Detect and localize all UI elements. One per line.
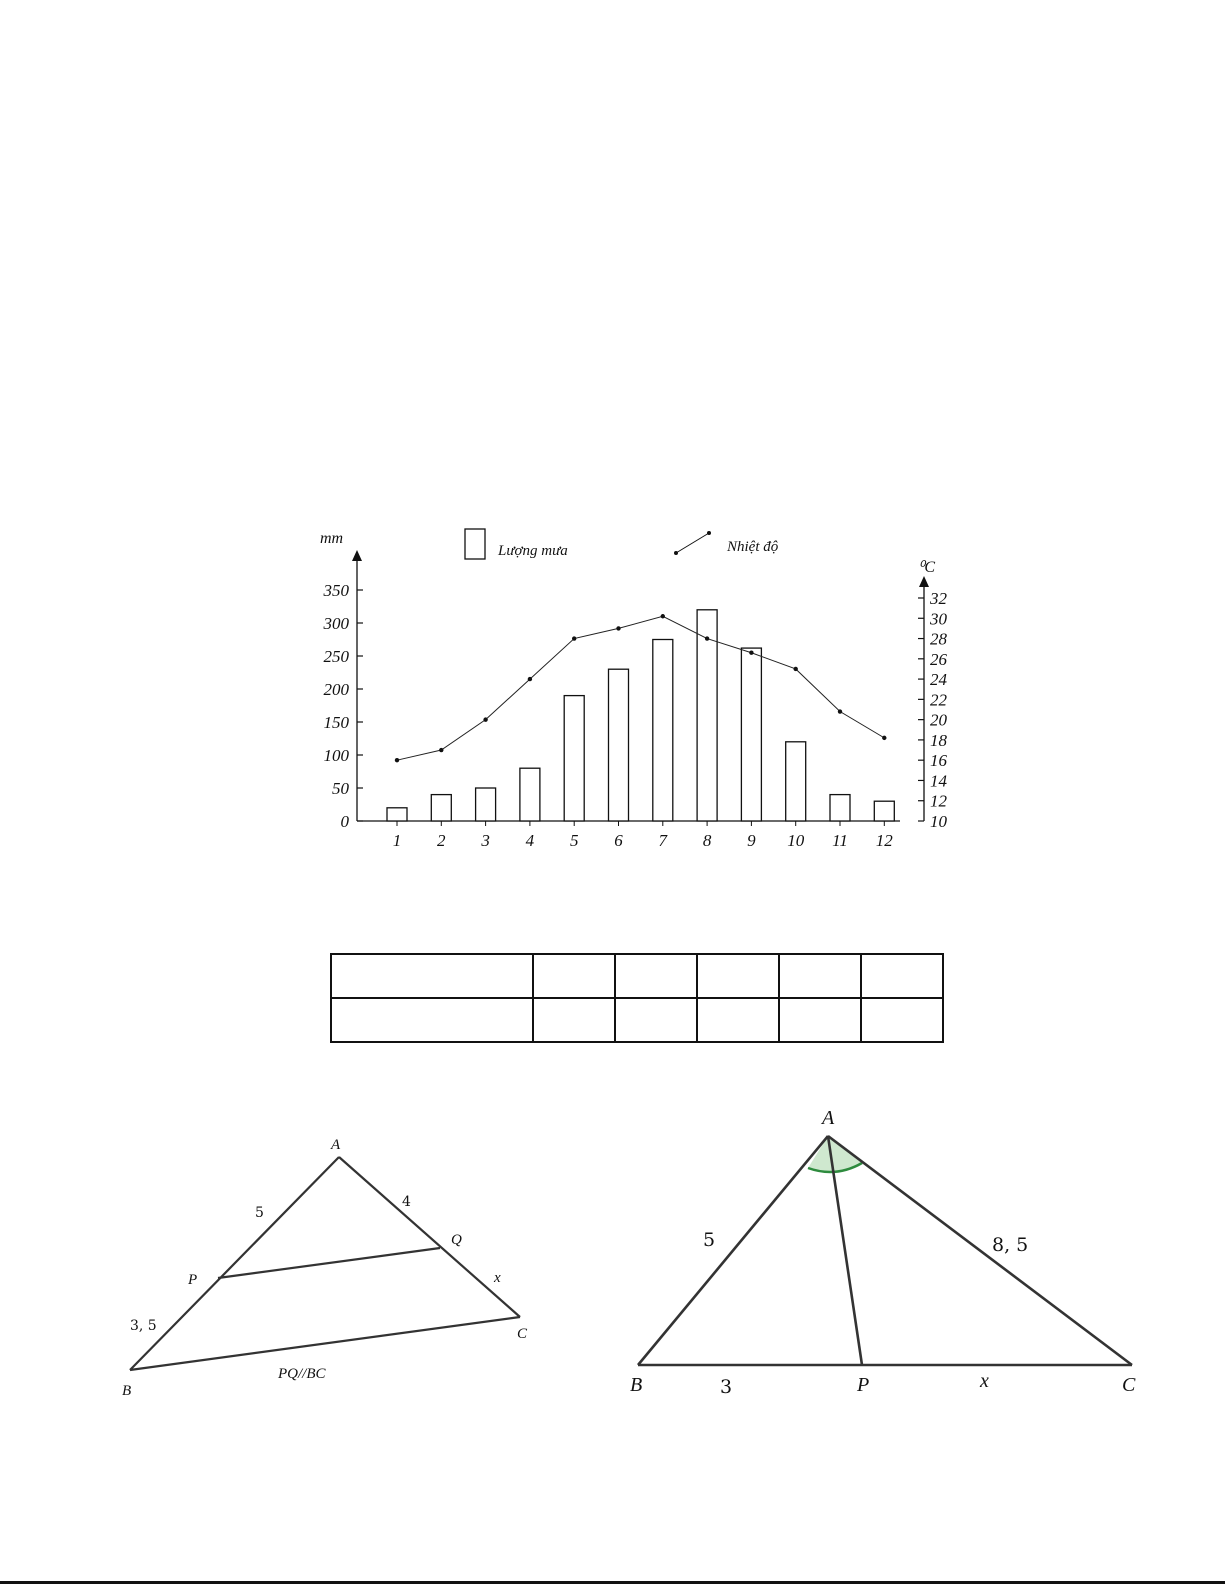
temperature-point bbox=[528, 677, 532, 681]
month-label: 4 bbox=[525, 831, 535, 850]
legend-temp-swatch bbox=[676, 533, 709, 553]
temperature-point bbox=[838, 709, 842, 713]
temperature-point bbox=[395, 758, 399, 762]
vertex-a-label: A bbox=[822, 1107, 835, 1129]
month-label: 2 bbox=[437, 831, 446, 850]
side-bc bbox=[130, 1317, 520, 1370]
rain-bar bbox=[786, 742, 806, 821]
temperature-point bbox=[661, 614, 665, 618]
left-tick-label: 100 bbox=[323, 746, 349, 765]
table-cell bbox=[615, 954, 697, 998]
vertex-p-label: P bbox=[857, 1374, 870, 1396]
page-bottom-rule bbox=[0, 1581, 1225, 1584]
vertex-a-label: A bbox=[331, 1137, 341, 1153]
right-tick-label: 32 bbox=[930, 589, 947, 608]
legend-temp-dot-1 bbox=[674, 551, 678, 555]
triangle-pq-parallel-bc bbox=[110, 1125, 570, 1410]
rain-bar bbox=[520, 768, 540, 821]
month-label: 9 bbox=[747, 831, 756, 850]
rain-bar bbox=[874, 801, 894, 821]
segment-pq bbox=[218, 1248, 440, 1278]
temperature-point bbox=[794, 667, 798, 671]
rain-bar bbox=[697, 610, 717, 821]
month-label: 3 bbox=[481, 831, 490, 850]
side-qc-length: x bbox=[494, 1270, 501, 1286]
month-label: 11 bbox=[832, 831, 848, 850]
right-tick-label: 18 bbox=[930, 730, 947, 750]
temperature-polyline bbox=[397, 616, 884, 760]
segment-pc-length: x bbox=[980, 1370, 989, 1392]
right-tick-label: 30 bbox=[930, 609, 947, 629]
legend-rain-swatch bbox=[465, 529, 485, 559]
vertex-b-label: B bbox=[630, 1374, 643, 1396]
right-tick-label: 26 bbox=[930, 649, 947, 669]
temperature-line bbox=[395, 614, 887, 762]
side-ac-length: 8, 5 bbox=[992, 1234, 1029, 1256]
vertex-c-label: C bbox=[517, 1326, 528, 1342]
table-row bbox=[331, 954, 943, 998]
table-row bbox=[331, 998, 943, 1042]
vertex-c-label: C bbox=[1122, 1374, 1136, 1396]
blank-table bbox=[330, 953, 944, 1043]
month-label: 10 bbox=[787, 831, 805, 850]
side-pb-length: 3, 5 bbox=[130, 1318, 157, 1334]
rain-bars bbox=[387, 610, 894, 821]
climate-chart bbox=[300, 515, 960, 850]
temperature-point bbox=[483, 717, 487, 721]
left-axis-arrow bbox=[352, 550, 362, 561]
table-cell bbox=[697, 954, 779, 998]
side-ac bbox=[339, 1157, 520, 1317]
legend-temp-dot-2 bbox=[707, 531, 711, 535]
temperature-point bbox=[572, 636, 576, 640]
vertex-p-label: P bbox=[188, 1272, 198, 1288]
right-tick-label: 12 bbox=[930, 791, 947, 811]
left-tick-label: 350 bbox=[323, 581, 349, 600]
segment-bp-length: 3 bbox=[720, 1376, 733, 1398]
rain-bar bbox=[476, 788, 496, 821]
right-axis-arrow bbox=[919, 576, 929, 587]
rain-bar bbox=[830, 795, 850, 821]
table-cell bbox=[331, 954, 533, 998]
right-tick-label: 16 bbox=[930, 751, 947, 771]
temperature-point bbox=[882, 736, 886, 740]
side-ab bbox=[130, 1157, 339, 1370]
rain-bar bbox=[431, 795, 451, 821]
left-axis-unit: mm bbox=[320, 530, 344, 547]
rain-bar bbox=[609, 669, 629, 821]
table-cell bbox=[533, 954, 615, 998]
side-ac bbox=[828, 1136, 1132, 1365]
temperature-point bbox=[749, 651, 753, 655]
right-tick-label: 22 bbox=[930, 690, 947, 710]
table-cell bbox=[779, 998, 861, 1042]
side-ap-length: 5 bbox=[255, 1205, 264, 1221]
left-tick-label: 0 bbox=[340, 812, 349, 831]
rain-bar bbox=[741, 648, 761, 821]
table-cell bbox=[779, 954, 861, 998]
left-tick-label: 150 bbox=[323, 713, 349, 732]
left-tick-label: 200 bbox=[323, 680, 349, 699]
month-label: 12 bbox=[875, 831, 893, 850]
table-cell bbox=[861, 954, 943, 998]
legend-rain-label: Lượng mưa bbox=[498, 543, 568, 559]
table-cell bbox=[331, 998, 533, 1042]
right-tick-label: 28 bbox=[930, 629, 947, 649]
rain-bar bbox=[387, 808, 407, 821]
right-axis-ticks bbox=[918, 589, 948, 831]
temperature-point bbox=[439, 748, 443, 752]
right-axis-unit: ⁰C bbox=[918, 559, 936, 576]
right-tick-label: 14 bbox=[930, 771, 947, 791]
legend bbox=[465, 529, 779, 559]
side-ab bbox=[638, 1136, 828, 1365]
right-tick-label: 20 bbox=[930, 710, 947, 730]
table-cell bbox=[533, 998, 615, 1042]
table-cell bbox=[615, 998, 697, 1042]
triangle-angle-bisector bbox=[610, 1100, 1185, 1405]
vertex-q-label: Q bbox=[451, 1232, 462, 1248]
rain-bar bbox=[564, 696, 584, 821]
month-label: 8 bbox=[702, 831, 712, 850]
parallel-note: PQ//BC bbox=[278, 1366, 326, 1382]
month-label: 7 bbox=[658, 831, 668, 850]
left-tick-label: 50 bbox=[332, 779, 349, 798]
temperature-point bbox=[705, 636, 709, 640]
right-tick-label: 24 bbox=[930, 670, 947, 690]
table-cell bbox=[697, 998, 779, 1042]
month-label: 6 bbox=[614, 831, 623, 850]
month-labels bbox=[393, 821, 894, 850]
legend-temp-label: Nhiệt độ bbox=[727, 539, 779, 555]
right-tick-label: 10 bbox=[930, 812, 947, 831]
side-ab-length: 5 bbox=[703, 1229, 716, 1251]
month-label: 1 bbox=[392, 831, 402, 850]
table-cell bbox=[861, 998, 943, 1042]
left-tick-label: 250 bbox=[323, 647, 349, 666]
rain-bar bbox=[653, 640, 673, 822]
left-tick-label: 300 bbox=[323, 614, 349, 633]
temperature-point bbox=[616, 626, 620, 630]
side-aq-length: 4 bbox=[402, 1194, 411, 1210]
vertex-b-label: B bbox=[122, 1383, 132, 1399]
month-label: 5 bbox=[569, 831, 579, 850]
